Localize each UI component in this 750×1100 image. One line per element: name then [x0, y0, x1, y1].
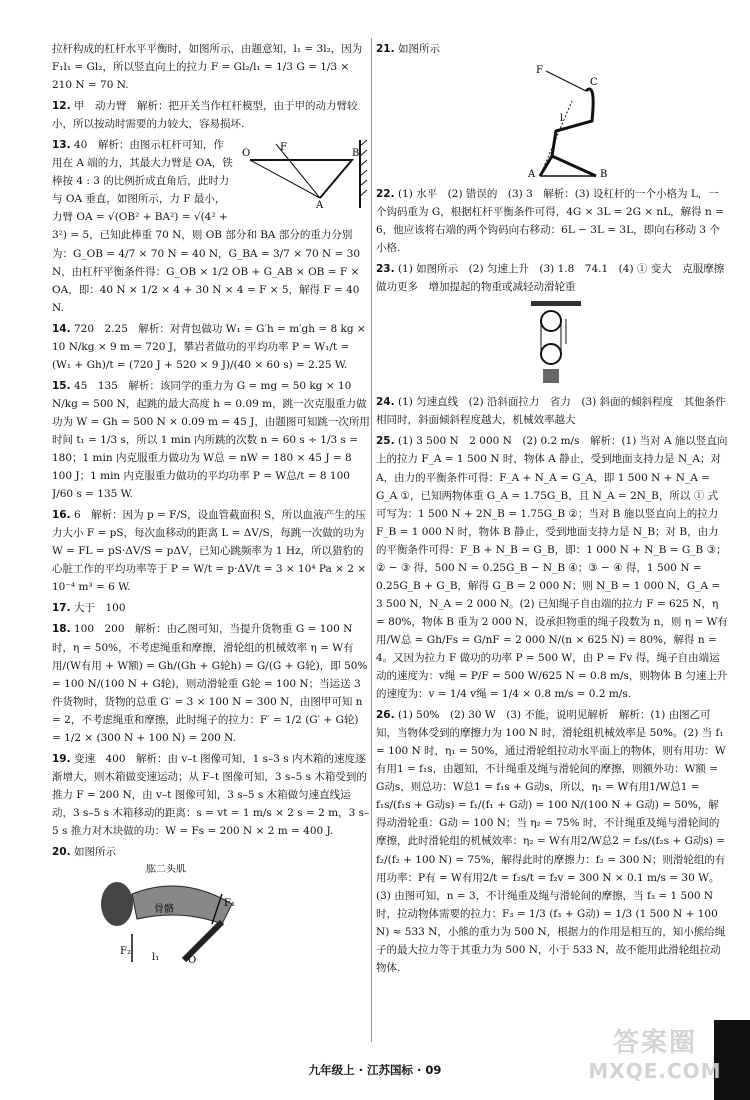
watermark-line1: 答案圈: [612, 1028, 697, 1058]
answer-23: 23. (1) 如图所示 (2) 匀速上升 (3) 1.8 74.1 (4) ① 变大 克服摩擦做功更多 增加提起的物重或减轻动滑轮重: [376, 263, 725, 294]
label-f1: F₁: [224, 898, 235, 910]
figure-23-pulley: [526, 299, 586, 389]
answer-19: 19. 变速 400 解析：由 v–t 图像可知，1 s–3 s 内木箱的速度逐渐增大，则木箱做变速运动；从 F–t 图像可知，3 s–5 s 木箱受到的推力 F = 200 N，由 v–t 图像可知，3 s–5 s 木箱做匀速直线运动，3 s–5 s 木箱移动的距离：s = vt = 1 m/s × 2 s = 2 m，3 s–5 s 推力对木块做的功：W = Fs = 200 N × 2 m = 400 J.: [52, 752, 370, 837]
left-column: [52, 40, 370, 1038]
label-c: C: [590, 77, 598, 89]
label-l1: l₁: [152, 952, 160, 964]
answer-22: 22. (1) 水平 (2) 错误的 (3) 3 解析：(3) 设杠杆的一个小格为 L，一个钩码重为 G，根据杠杆平衡条件可得，4G × 3L = 2G × nL，解得 n = 6，他应该将右端的两个钩码向右移动：6L − 3L = 3L，即向右移动 3 个小格.: [376, 188, 724, 255]
figure-21-chair: [516, 61, 636, 181]
label-f2: F₂: [120, 946, 131, 958]
answer-24: 24. (1) 匀速直线 (2) 沿斜面拉力 省力 (3) 斜面的倾斜程度 其他条件相同时，斜面倾斜程度越大，机械效率越大: [376, 396, 726, 427]
label-f-chair: F: [536, 65, 543, 77]
answer-12: 12. 甲 动力臂 解析：把开关当作杠杆模型，由于甲的动力臂较小，所以按动时需要的力较大，容易损坏.: [52, 100, 358, 131]
label-l: l: [560, 113, 564, 125]
figure-20-arm: [92, 864, 262, 964]
answer-20: 20. 如图所示: [52, 846, 116, 859]
label-o-arm: O: [188, 955, 197, 965]
answer-17: 17. 大于 100: [52, 602, 126, 615]
watermark-logo: [580, 1022, 730, 1092]
label-b-chair: B: [600, 169, 608, 181]
label-a: A: [316, 200, 324, 211]
answer-25: 25. (1) 3 500 N 2 000 N (2) 0.2 m/s 解析：(1) 当对 A 施以竖直向上的拉力 F_A = 1 500 N 时，物体 A 静止，受到地面支持力是 N_A；对 A，由力的平衡条件可得：F_A + N_A = G_A，即 1 500 N + N_A = G_A ①，已知两物体重 G_A = 1.75G_B，且 N_A = 2N_B，所以 ① 式可写为：1 500 N + 2N_B = 1.75G_B ②；当对 B 施以竖直向上的拉力 F_B = 1 000 N 时，物体 B 静止，受到地面支持力是 N_B；对 B，由力的平衡条件可得：F_B + N_B = G_B，即：1 000 N + N_B = G_B ③；② − ③ 得，500 N = 0.25G_B − N_B ④；③ − ④ 得，1 500 N = 0.25G_B + G_B，解得 G_B = 2 000 N；则 N_B = 1 000 N，G_A = 3 500 N，N_A = 2 000 N。(2) 已知绳子自由端的拉力 F = 625 N，η = 80%，物体 B 重为 2 000 N，设承担物重的绳子段数为 n，则 η = W有用/W总 = Gh/Fs = G/nF = 2 000 N/(n × 625 N) = 80%，解得 n = 4。又因为拉力 F 做功的功率 P = 500 W，由 P = Fv 得，绳子自由端运动的速度为：v绳 = P/F = 500 W/625 N = 0.8 m/s，则物体 B 匀速上升的速度为：v = 1/4 v绳 = 1/4 × 0.8 m/s = 0.2 m/s.: [376, 435, 728, 701]
answer-26: 26. (1) 50% (2) 30 W (3) 不能，说明见解析 解析：(1) 由图乙可知，当物体受到的摩擦力为 100 N 时，滑轮组机械效率是 50%。(2) 当 f₁ = 100 N 时，η₁ = 50%，通过滑轮组拉动水平面上的物体，则有用功：W有用1 = f₁s，由题知，不计绳重及绳与滑轮间的摩擦，则额外功：W额 = G动s，则总功：W总1 = f₁s + G动s，所以，η₁ = W有用1/W总1 = f₁s/(f₁s + G动s) = f₁/(f₁ + G动) = 100 N/(100 N + G动) = 50%，解得动滑轮重：G动 = 100 N；当 η₂ = 75% 时，不计绳重及绳与滑轮间的摩擦，此时滑轮组的机械效率：η₂ = W有用2/W总2 = f₂s/(f₂s + G动s) = f₂/(f₂ + 100 N) = 75%，解得此时的摩擦力：f₂ = 300 N；则滑轮组的有用功率：P有 = W有用2/t = f₂s/t = f₂v = 300 N × 0.1 m/s = 30 W。(3) 由图可知，n = 3，不计绳重及绳与滑轮间的摩擦，当 f₃ = 1 500 N 时，拉动物体需要的拉力：F₃ = 1/3 (f₃ + G动) = 1/3 (1 500 N + 100 N) ≈ 533 N，小熊的重力为 500 N，根据力的作用是相互的，知小熊给绳子的最大拉力等于其重力为 500 N，小于 533 N，故不能用此滑轮组拉动物体.: [376, 709, 726, 974]
answer-15: 15. 45 135 解析：该同学的重力为 G = mg = 50 kg × 10 N/kg = 500 N，起跳的最大高度 h = 0.09 m，跳一次克服重力做功为 W = Gh = 500 N × 0.09 m = 45 J，由题图可知跳一次所用时间 t₁ = 1/3 s，所以 1 min 内所跳的次数 n = 60 s ÷ 1/3 s = 180；1 min 内克服重力做功为 W总 = nW = 180 × 45 J = 8 100 J；1 min 内克服重力做功的平均功率 P = W总/t = 8 100 J/60 s = 135 W.: [52, 379, 370, 501]
label-a-chair: A: [528, 169, 536, 181]
label-biceps: 肱二头肌: [146, 864, 186, 876]
answer-21: 21. 如图所示: [376, 43, 440, 55]
answer-18: 18. 100 200 解析：由乙图可知，当提升货物重 G = 100 N 时，η = 50%，不考虑绳重和摩擦，滑轮组的机械效率 η = W有用/(W有用 + W额) = Gh/(Gh + G轮h) = G/(G + G轮)，即 50% = 100 N/(100 N + G轮)，则动滑轮重 G轮 = 100 N；当运送 3 件货物时，货物的总重 G′ = 3 × 100 N = 300 N，由图甲可知 n = 2，不考虑绳重和摩擦，此时绳子的拉力：F′ = 1/2 (G′ + G轮) = 1/2 × (300 N + 100 N) = 200 N.: [52, 623, 368, 744]
answer-13: 13. 40 解析：由图示杠杆可知，作用在 A 端的力，其最大力臂是 OA，铁棒按 4 : 3 的比例折成直角后，此时力与 OA 垂直，如图所示，力 F 最小，力臂 OA = √(OB² + BA²) = √(4² + 3²) = 5，已知此棒重 70 N，则 OB 部分和 BA 部分的重力分别为：G_OB = 4/7 × 70 N = 40 N，G_BA = 3/7 × 70 N = 30 N，由杠杆平衡条件得：G_OB × 1/2 OB + G_AB × OB = F × OA，即：40 N × 1/2 × 4 + 30 N × 4 = F × 5，解得 F = 40 N.: [52, 139, 361, 314]
answer-14: 14. 720 2.25 解析：对背包做功 W₁ = G′h = m′gh = 8 kg × 10 N/kg × 9 m = 720 J，攀岩者做功的平均功率 P = W₁/t = (W₁ + Gh)/t = (720 J + 520 × 9 J)/(40 × 60 s) = 2.25 W.: [52, 322, 366, 371]
label-bone: 骨骼: [154, 904, 174, 916]
right-column: [376, 40, 728, 1038]
label-o: O: [242, 148, 251, 160]
label-f: F: [280, 142, 287, 154]
page-footer: 九年级上 · 江苏国标 · 09: [308, 1063, 442, 1077]
watermark-line2: MXQE.COM: [588, 1059, 722, 1083]
figure-13-lever: [240, 138, 370, 210]
label-b: B: [352, 148, 360, 160]
answer-16: 16. 6 解析：因为 p = F/S，设血管截面积 S，所以血液产生的压力大小 F = pS，每次血移动的距离 L = ΔV/S，每跳一次做的功为 W = FL = pS·ΔV/S = pΔV，已知心跳频率为 1 Hz，所以猎豹的心脏工作的平均功率等于 P = W/t = p·ΔV/t = 3 × 10⁴ Pa × 2 × 10⁻⁴ m³ = 6 W.: [52, 509, 367, 594]
column-divider: [371, 38, 372, 1042]
answer-continued: 拉杆构成的杠杆水平平衡时，如图所示，由题意知，l₁ = 3l₂，因为 F₁l₁ = Gl₂，所以竖直向上的拉力 F = Gl₂/l₁ = 1/3 G = 1/3 × 210 N = 70 N.: [52, 43, 363, 92]
